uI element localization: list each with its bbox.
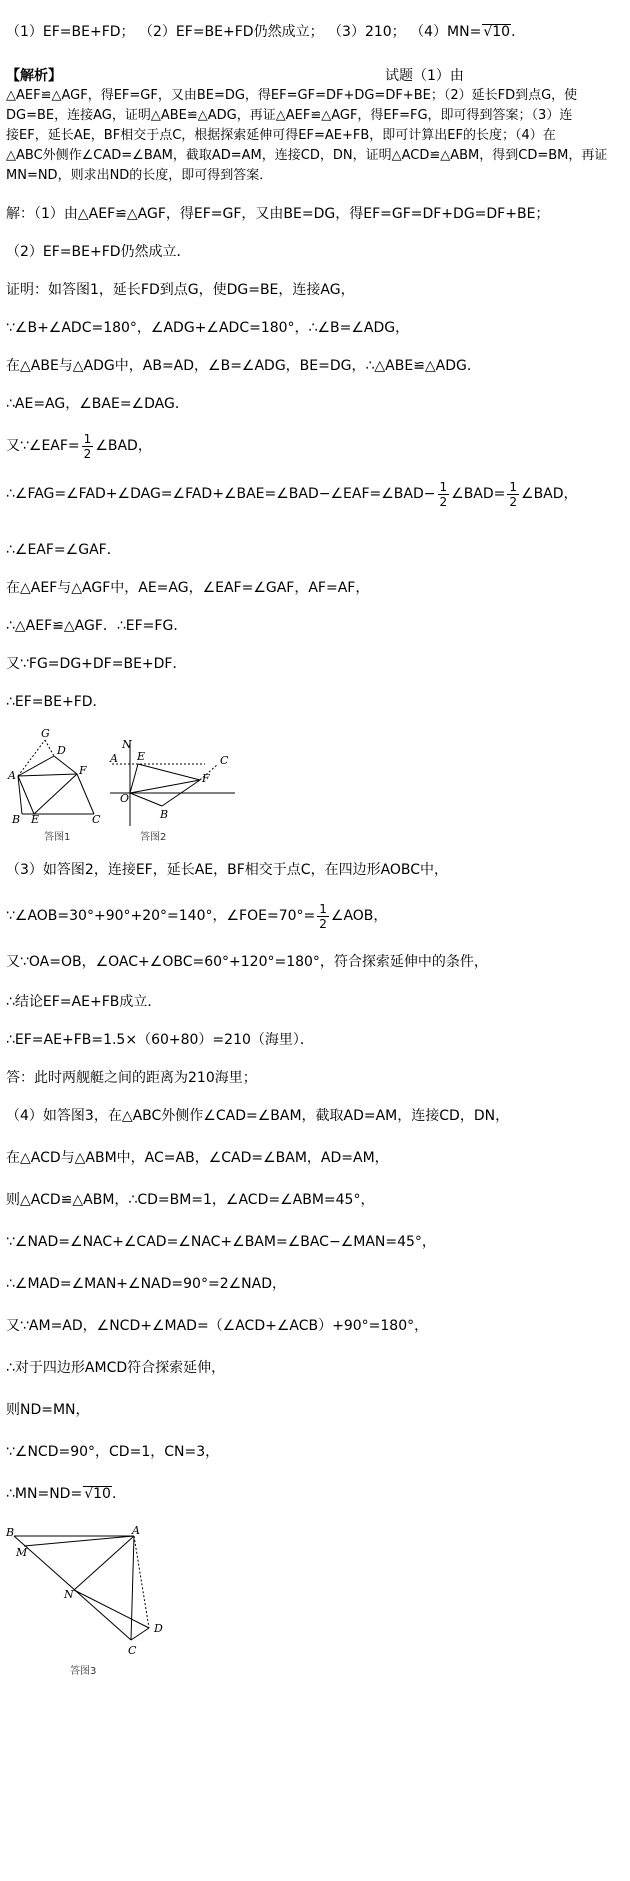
- fig2-label-b: B: [160, 808, 169, 821]
- part4-line-7: ∴对于四边形AMCD符合探索延伸，: [6, 1360, 226, 1376]
- analysis-header: 【解析】: [6, 68, 62, 84]
- answers-line: [6, 22, 624, 42]
- fig2-label-o: O: [120, 792, 130, 805]
- figure-3-diagram: [4, 1524, 174, 1658]
- part3-line-5: ∴EF=AE+FB=1.5×（60+80）=210（海里）．: [6, 1032, 314, 1048]
- part4-line-8: 则ND=MN，: [6, 1402, 90, 1418]
- figure-3: [4, 1524, 174, 1677]
- fraction-half: $\frac{1}{2}$: [439, 479, 448, 509]
- solution-line-12: 又∵FG=DG+DF=BE+DF．: [6, 656, 187, 672]
- part4-line-4: ∵∠NAD=∠NAC+∠CAD=∠NAC+∠BAM=∠BAC−∠MAN=45°，: [6, 1234, 436, 1250]
- figure-1-caption-box: [4, 828, 104, 844]
- fig1-label-d: D: [57, 744, 66, 757]
- part4-line-6: 又∵AM=AD，∠NCD+∠MAD=（∠ACD+∠ACB）+90°=180°，: [6, 1318, 429, 1334]
- answer-4: （4）MN= √10．: [410, 24, 526, 40]
- solution-line-5: 在△ABE与△ADG中，AB=AD，∠B=∠ADG，BE=DG，∴△ABE≌△ADG．: [6, 358, 481, 374]
- analysis-line-2: DG=BE，连接AG，证明△ABE≌△ADG，再证△AEF≌△AGF，得EF=FG，即可得到答案；（3）连: [6, 108, 573, 123]
- part4-line-10: ∴MN=ND= √10．: [6, 1486, 126, 1502]
- figure-3-caption: 答图3: [70, 1666, 97, 1677]
- fig1-label-g: G: [41, 727, 50, 740]
- solution-line-6: ∴AE=AG，∠BAE=∠DAG．: [6, 396, 189, 412]
- fig1-label-e: E: [31, 813, 40, 826]
- solution-line-1: 解：（1）由△AEF≌△AGF，得EF=GF，又由BE=DG，得EF=GF=DF+DG=DF+BE；: [6, 206, 550, 222]
- fig3-label-n: N: [64, 1588, 74, 1601]
- part4-line-1: （4）如答图3，在△ABC外侧作∠CAD=∠BAM，截取AD=AM，连接CD，DN，: [6, 1108, 510, 1124]
- sqrt-symbol: √10: [84, 1486, 111, 1502]
- solution-line-8: ∴∠FAG=∠FAD+∠DAG=∠FAD+∠BAE=∠BAD−∠EAF=∠BAD− $\frac{1}{2}$ ∠BAD= $\frac{1}{2}$ ∠BAD，: [6, 479, 578, 509]
- fig1-label-c: C: [92, 813, 101, 826]
- figure-1-caption: 答图1: [44, 832, 71, 843]
- solution-line-2: （2）EF=BE+FD仍然成立．: [6, 244, 191, 260]
- analysis-side-note: 试题（1）由: [385, 68, 464, 84]
- analysis-line-3: 接EF，延长AE，BF相交于点C，根据探索延伸可得EF=AE+FB，即可计算出EF的长度；（4）在: [6, 128, 556, 143]
- part3-line-3: 又∵OA=OB，∠OAC+∠OBC=60°+120°=180°，符合探索延伸中的条件，: [6, 954, 488, 970]
- solution-line-13: ∴EF=BE+FD．: [6, 694, 107, 710]
- part4-line-3: 则△ACD≌△ABM，∴CD=BM=1，∠ACD=∠ABM=45°，: [6, 1192, 375, 1208]
- figure-2-diagram: [110, 738, 240, 833]
- fig2-label-f: F: [202, 772, 210, 785]
- fig2-label-e: E: [137, 750, 146, 763]
- solution-line-10: 在△AEF与△AGF中，AE=AG，∠EAF=∠GAF，AF=AF，: [6, 580, 370, 596]
- part3-line-6: 答：此时两舰艇之间的距离为210海里；: [6, 1070, 257, 1086]
- part3-line-1: （3）如答图2，连接EF，延长AE，BF相交于点C，在四边形AOBC中，: [6, 862, 449, 878]
- figure-1-diagram: [4, 727, 104, 826]
- fig2-label-n: N: [122, 738, 132, 751]
- solution-line-11: ∴△AEF≌△AGF．∴EF=FG．: [6, 618, 188, 634]
- analysis-line-4: △ABC外侧作∠CAD=∠BAM，截取AD=AM，连接CD，DN，证明△ACD≌△ABM，得到CD=BM，再证: [6, 148, 608, 163]
- figure-3-caption-box: [4, 1662, 174, 1678]
- part3-line-2: ∵∠AOB=30°+90°+20°=140°，∠FOE=70°= $\frac{1}{2}$ ∠AOB，: [6, 901, 388, 931]
- fig1-label-f: F: [79, 764, 87, 777]
- solution-line-9: ∴∠EAF=∠GAF．: [6, 542, 121, 558]
- part4-line-2: 在△ACD与△ABM中，AC=AB，∠CAD=∠BAM，AD=AM，: [6, 1150, 389, 1166]
- fig3-label-m: M: [16, 1546, 28, 1559]
- part3-line-4: ∴结论EF=AE+FB成立．: [6, 994, 162, 1010]
- fig3-label-c: C: [128, 1644, 137, 1657]
- analysis-line-5: MN=ND，则求出ND的长度，即可得到答案．: [6, 168, 273, 183]
- solution-line-4: ∵∠B+∠ADC=180°，∠ADG+∠ADC=180°，∴∠B=∠ADG，: [6, 320, 410, 336]
- figure-2: [110, 738, 240, 843]
- fig2-label-c: C: [220, 754, 229, 767]
- answer-2: （2）EF=BE+FD仍然成立；: [139, 24, 324, 40]
- fraction-half: $\frac{1}{2}$: [509, 479, 518, 509]
- figure-2-caption: 答图2: [140, 832, 167, 843]
- fig3-label-a: A: [132, 1524, 140, 1537]
- fig3-label-b: B: [6, 1526, 15, 1539]
- fig3-label-d: D: [154, 1622, 163, 1635]
- answer-3: （3）210；: [328, 24, 406, 40]
- answer-1: （1）EF=BE+FD；: [6, 24, 135, 40]
- figure-1: [4, 727, 104, 843]
- analysis-line-1: △AEF≌△AGF，得EF=GF，又由BE=DG，得EF=GF=DF+DG=DF+BE；（2）延长FD到点G，使: [6, 88, 578, 103]
- part4-line-5: ∴∠MAD=∠MAN+∠NAD=90°=2∠NAD，: [6, 1276, 286, 1292]
- fraction-half: $\frac{1}{2}$: [83, 431, 92, 461]
- fig1-label-b: B: [12, 813, 21, 826]
- part4-line-9: ∵∠NCD=90°，CD=1，CN=3，: [6, 1444, 220, 1460]
- solution-line-3: 证明：如答图1，延长FD到点G，使DG=BE，连接AG，: [6, 282, 355, 298]
- fraction-half: $\frac{1}{2}$: [319, 901, 327, 931]
- figure-2-caption-box: [110, 828, 210, 844]
- fig1-label-a: A: [8, 769, 16, 782]
- fig2-label-a: A: [110, 752, 118, 765]
- solution-line-7: 又∵∠EAF= $\frac{1}{2}$ ∠BAD，: [6, 431, 152, 461]
- sqrt-symbol: √10: [483, 24, 511, 40]
